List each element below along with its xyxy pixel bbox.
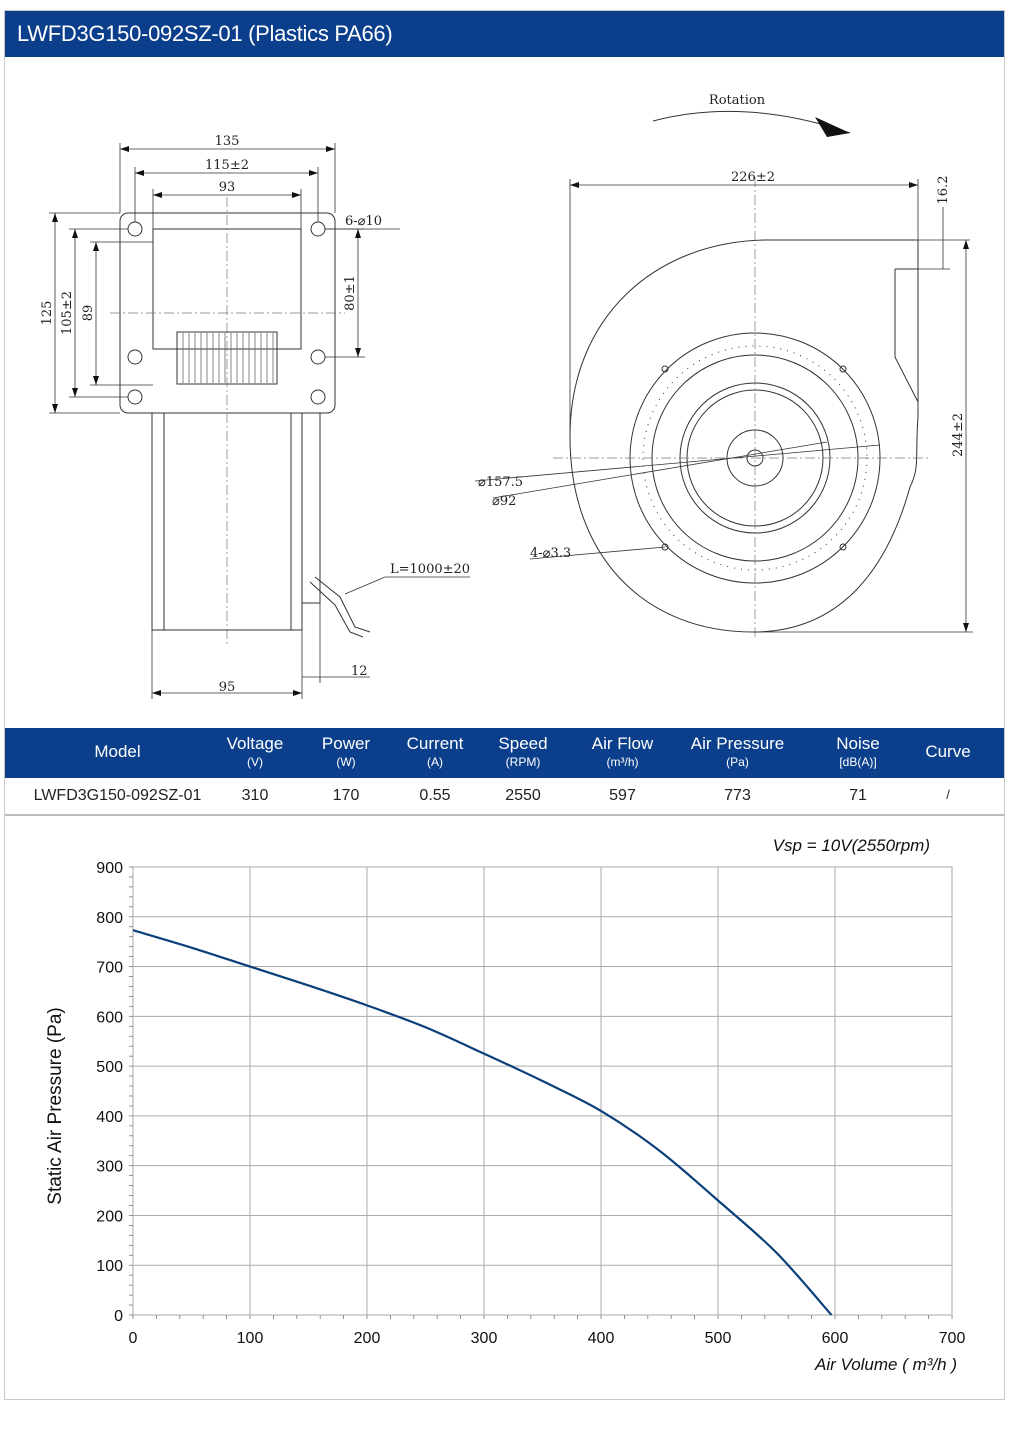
y-tick-label: 600 <box>96 1009 123 1027</box>
blower-wheel <box>177 332 277 384</box>
dim-105: 105±2 <box>60 291 75 335</box>
dim-cable: L=1000±20 <box>390 562 471 577</box>
x-axis-label: Air Volume ( m³/h ) <box>814 1355 957 1374</box>
x-tick-label: 100 <box>236 1330 264 1347</box>
dim-d157: ⌀157.5 <box>478 475 524 490</box>
col-noise: Noise [dB(A)] <box>836 734 880 769</box>
cell-model: LWFD3G150-092SZ-01 <box>33 787 202 804</box>
mount-hole <box>311 390 325 404</box>
rotation-arrow-icon <box>815 117 850 137</box>
dim-95: 95 <box>218 680 236 695</box>
performance-chart <box>5 816 1004 1400</box>
mount-hole <box>311 350 325 364</box>
y-tick-label: 900 <box>96 860 123 877</box>
dim-holes: 4-⌀3.3 <box>530 546 572 561</box>
drawing-svg <box>5 57 1004 727</box>
dim-d92: ⌀92 <box>492 494 517 509</box>
y-tick-label: 100 <box>96 1258 123 1276</box>
col-voltage: Voltage (V) <box>226 734 284 769</box>
dim-12: 12 <box>351 664 368 679</box>
x-tick-label: 400 <box>587 1330 615 1347</box>
cell-voltage: 310 <box>241 787 269 804</box>
dim-125: 125 <box>40 300 55 326</box>
mount-hole <box>128 390 142 404</box>
col-curve: Curve <box>925 742 971 761</box>
cell-speed: 2550 <box>505 787 541 804</box>
y-tick-label: 200 <box>96 1208 123 1226</box>
technical-drawing <box>5 57 1004 727</box>
page-title: LWFD3G150-092SZ-01 (Plastics PA66) <box>17 21 393 46</box>
y-tick-label: 800 <box>96 909 123 927</box>
dim-hole: 6-⌀10 <box>345 214 383 229</box>
rotation-label: Rotation <box>708 93 766 108</box>
scroll-housing <box>570 240 918 632</box>
motor-side <box>302 413 320 603</box>
chart-svg <box>5 816 1004 1400</box>
cell-airflow: 597 <box>609 787 636 804</box>
cell-power: 170 <box>332 787 360 804</box>
plot-frame <box>133 867 952 1315</box>
mount-hole <box>128 350 142 364</box>
dim-89: 89 <box>81 304 96 322</box>
x-tick-label: 300 <box>470 1330 498 1347</box>
cell-airpressure: 773 <box>724 787 751 804</box>
x-tick-label: 500 <box>704 1330 732 1347</box>
dim-244: 244±2 <box>951 413 966 457</box>
x-tick-label: 700 <box>938 1330 966 1347</box>
y-tick-label: 500 <box>96 1059 123 1077</box>
spec-table-row <box>5 778 1004 816</box>
y-tick-label: 0 <box>114 1308 123 1325</box>
x-tick-label: 0 <box>128 1330 138 1347</box>
chart-annotation: Vsp = 10V(2550rpm) <box>772 836 930 855</box>
y-tick-label: 700 <box>96 959 123 977</box>
col-speed: Speed (RPM) <box>498 734 548 769</box>
mount-hole <box>128 222 142 236</box>
dim-226: 226±2 <box>731 170 775 185</box>
y-tick-label: 300 <box>96 1158 123 1176</box>
col-airpressure: Air Pressure (Pa) <box>690 734 785 769</box>
dim-135: 135 <box>214 134 240 149</box>
x-tick-label: 600 <box>821 1330 849 1347</box>
mount-hole <box>311 222 325 236</box>
dim-80: 80±1 <box>343 275 358 311</box>
cable <box>315 577 370 632</box>
x-tick-label: 200 <box>353 1330 381 1347</box>
spec-table-header <box>5 728 1004 778</box>
cell-curve: / <box>946 787 950 802</box>
col-airflow: Air Flow (m³/h) <box>591 734 654 769</box>
cell-noise: 71 <box>849 787 867 804</box>
y-tick-label: 400 <box>96 1108 123 1126</box>
dim-115: 115±2 <box>205 158 249 173</box>
dim-16: 16.2 <box>936 175 951 205</box>
col-model: Model <box>94 742 141 761</box>
col-power: Power (W) <box>321 734 371 769</box>
col-current: Current (A) <box>406 734 464 769</box>
y-axis-label: Static Air Pressure (Pa) <box>45 1007 66 1205</box>
series-line <box>133 930 831 1315</box>
title-bar <box>5 11 1004 57</box>
dim-93: 93 <box>218 180 236 195</box>
cell-current: 0.55 <box>419 787 451 804</box>
